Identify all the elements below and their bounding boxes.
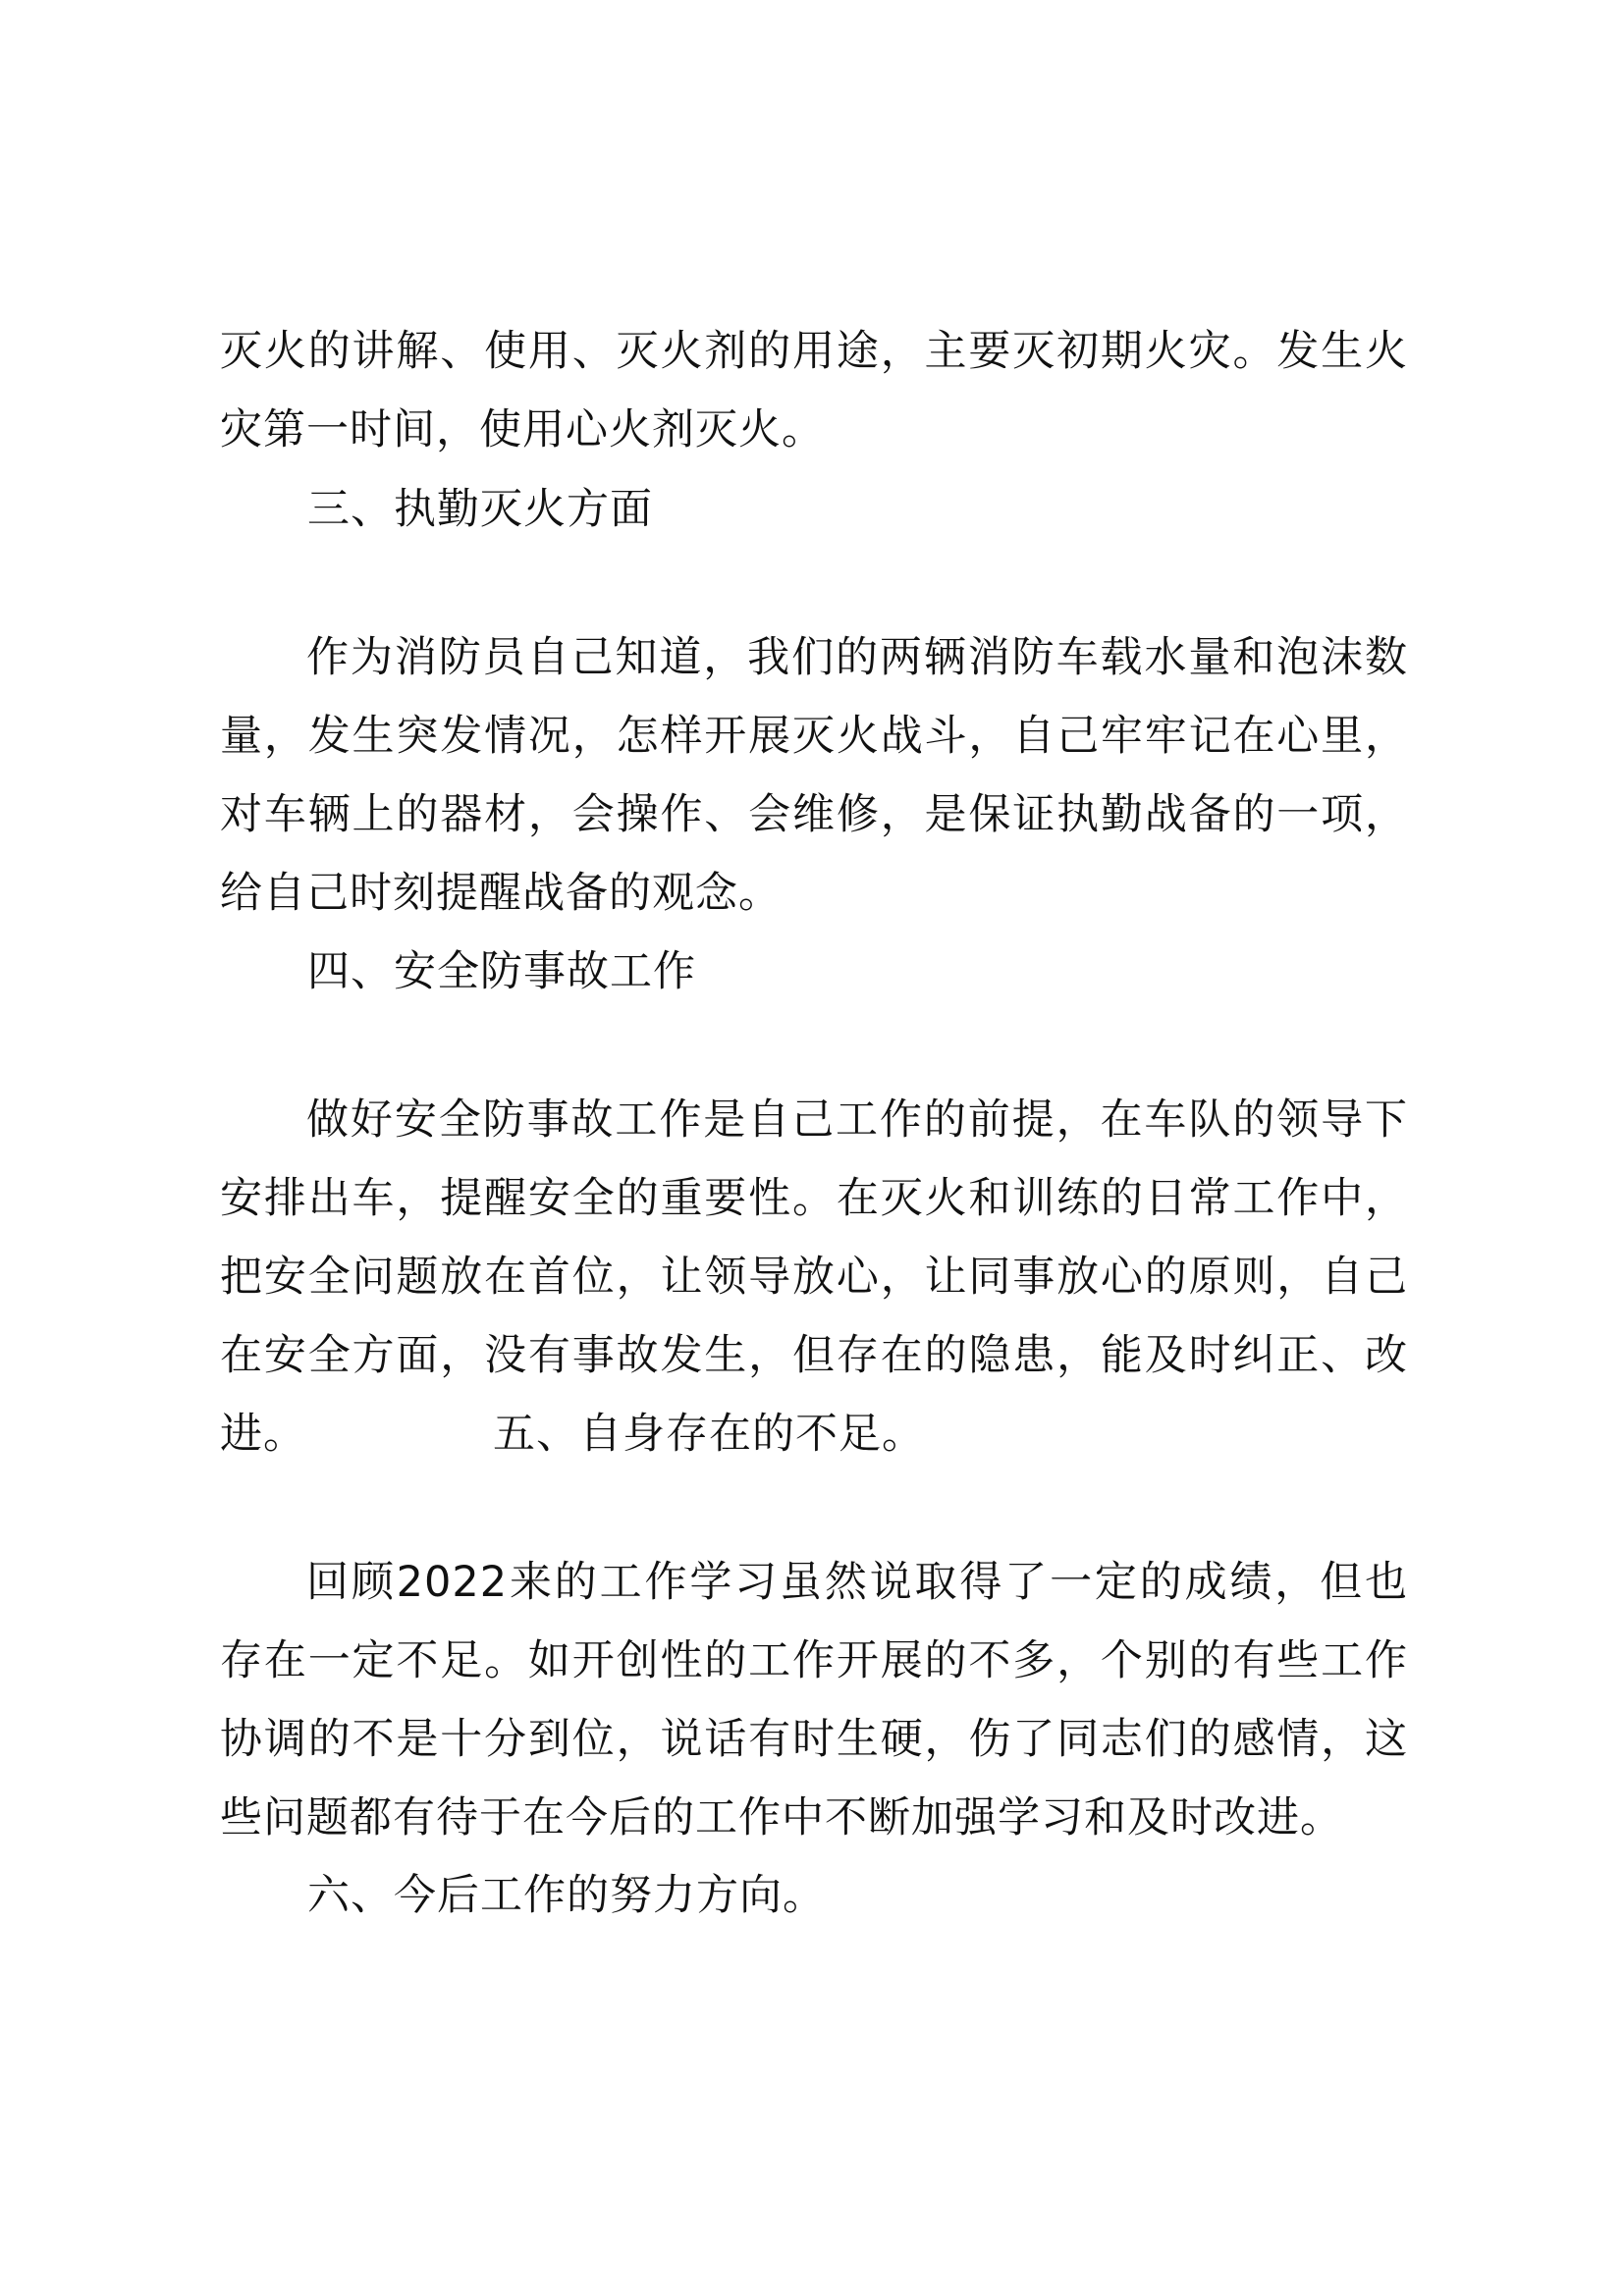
heading-shortcomings: 五、自身存在的不足。 <box>493 1410 925 1459</box>
paragraph-safety-text: 做好安全防事故工作是自己工作的前提，在车队的领导下安排出车，提醒安全的重要性。在灭火和训练的日常工作中，把安全问题放在首位，让领导放心，让同事放心的原则，自己在安全方面，没有事故发生，但存在的隐患，能及时纠正、改进。 <box>220 1095 1408 1459</box>
paragraph-fire-equipment: 灭火的讲解、使用、灭火剂的用途，主要灭初期火灾。发生火灾第一时间，使用心火剂灭火。 <box>220 327 1408 454</box>
paragraph-duty-firefighting: 作为消防员自己知道，我们的两辆消防车载水量和泡沫数量，发生突发情况，怎样开展灭火战斗，自己牢牢记在心里，对车辆上的器材，会操作、会维修，是保证执勤战备的一项，给自己时刻提醒战备的观念。 <box>220 633 1408 918</box>
heading-safety-accident-prevention: 四、安全防事故工作 <box>307 947 696 996</box>
heading-duty-firefighting: 三、执勤灭火方面 <box>307 485 653 534</box>
heading-future-direction: 六、今后工作的努力方向。 <box>307 1871 826 1920</box>
paragraph-safety-accident-prevention <box>220 1081 1408 1473</box>
paragraph-review-shortcomings: 回顾2022来的工作学习虽然说取得了一定的成绩，但也存在一定不足。如开创性的工作开展的不多，个别的有些工作协调的不是十分到位，说话有时生硬，伤了同志们的感情，这些问题都有待于在今后的工作中不断加强学习和及时改进。 <box>220 1558 1408 1842</box>
